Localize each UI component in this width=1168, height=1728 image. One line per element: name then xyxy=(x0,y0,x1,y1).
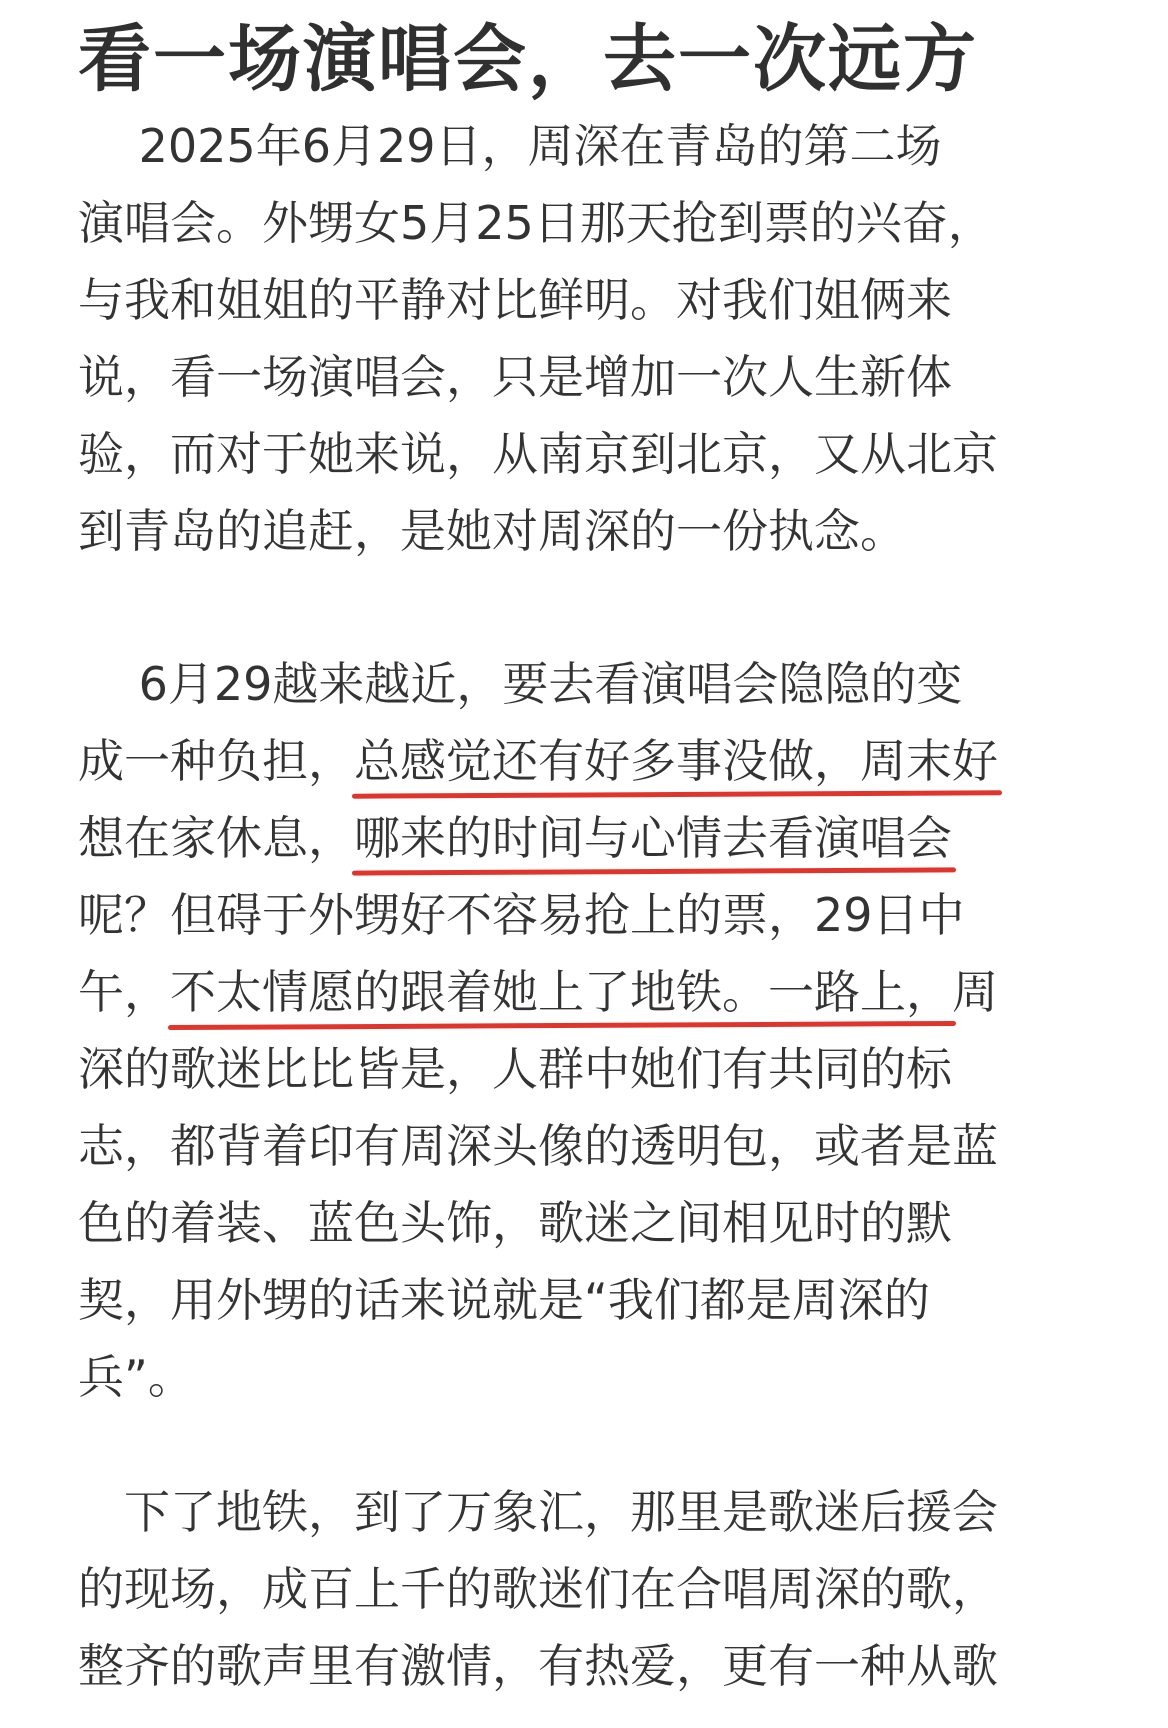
text-line: 志，都背着印有周深头像的透明包，或者是蓝 xyxy=(78,1119,998,1173)
text-line: 呢？但碍于外甥好不容易抢上的票，29日中 xyxy=(78,888,965,942)
paragraph-2 xyxy=(78,646,1118,1416)
text-segment: 周 xyxy=(952,965,998,1019)
text-line: 下了地铁，到了万象汇，那里是歌迷后援会 xyxy=(78,1485,998,1539)
text-line: 2025年6月29日，周深在青岛的第二场 xyxy=(78,119,942,173)
text-segment: 午， xyxy=(78,965,170,1019)
paragraph-3 xyxy=(78,1474,1118,1705)
paragraph-spacer xyxy=(78,1416,1118,1474)
underlined-highlight: 哪来的时间与心情去看演唱会 xyxy=(354,800,952,877)
text-line: 到青岛的追赶，是她对周深的一份执念。 xyxy=(78,504,906,558)
text-line: 色的着装、蓝色头饰，歌迷之间相见时的默 xyxy=(78,1196,952,1250)
text-line: 验，而对于她来说，从南京到北京，又从北京 xyxy=(78,427,998,481)
text-line: 演唱会。外甥女5月25日那天抢到票的兴奋， xyxy=(78,196,994,250)
underlined-highlight: 总感觉还有好多事没做，周末好 xyxy=(354,723,998,800)
text-line xyxy=(78,800,1118,877)
article xyxy=(78,0,1118,1705)
text-segment: 想在家休息， xyxy=(78,811,354,865)
paragraph-spacer xyxy=(78,570,1118,646)
paragraph-1 xyxy=(78,108,1118,570)
text-segment: 成一种负担， xyxy=(78,734,354,788)
text-line xyxy=(78,723,1118,800)
text-line: 与我和姐姐的平静对比鲜明。对我们姐俩来 xyxy=(78,273,952,327)
text-line: 兵”。 xyxy=(78,1350,194,1404)
underlined-highlight: 不太情愿的跟着她上了地铁。一路上， xyxy=(170,954,952,1031)
text-line xyxy=(78,954,1118,1031)
text-line: 深的歌迷比比皆是，人群中她们有共同的标 xyxy=(78,1042,952,1096)
article-title: 看一场演唱会，去一次远方 xyxy=(78,17,978,102)
text-line: 契，用外甥的话来说就是“我们都是周深的 xyxy=(78,1273,930,1327)
text-line: 6月29越来越近，要去看演唱会隐隐的变 xyxy=(78,657,963,711)
text-line: 说，看一场演唱会，只是增加一次人生新体 xyxy=(78,350,952,404)
text-line: 的现场，成百上千的歌迷们在合唱周深的歌， xyxy=(78,1562,998,1616)
text-line: 整齐的歌声里有激情，有热爱，更有一种从歌 xyxy=(78,1639,998,1693)
